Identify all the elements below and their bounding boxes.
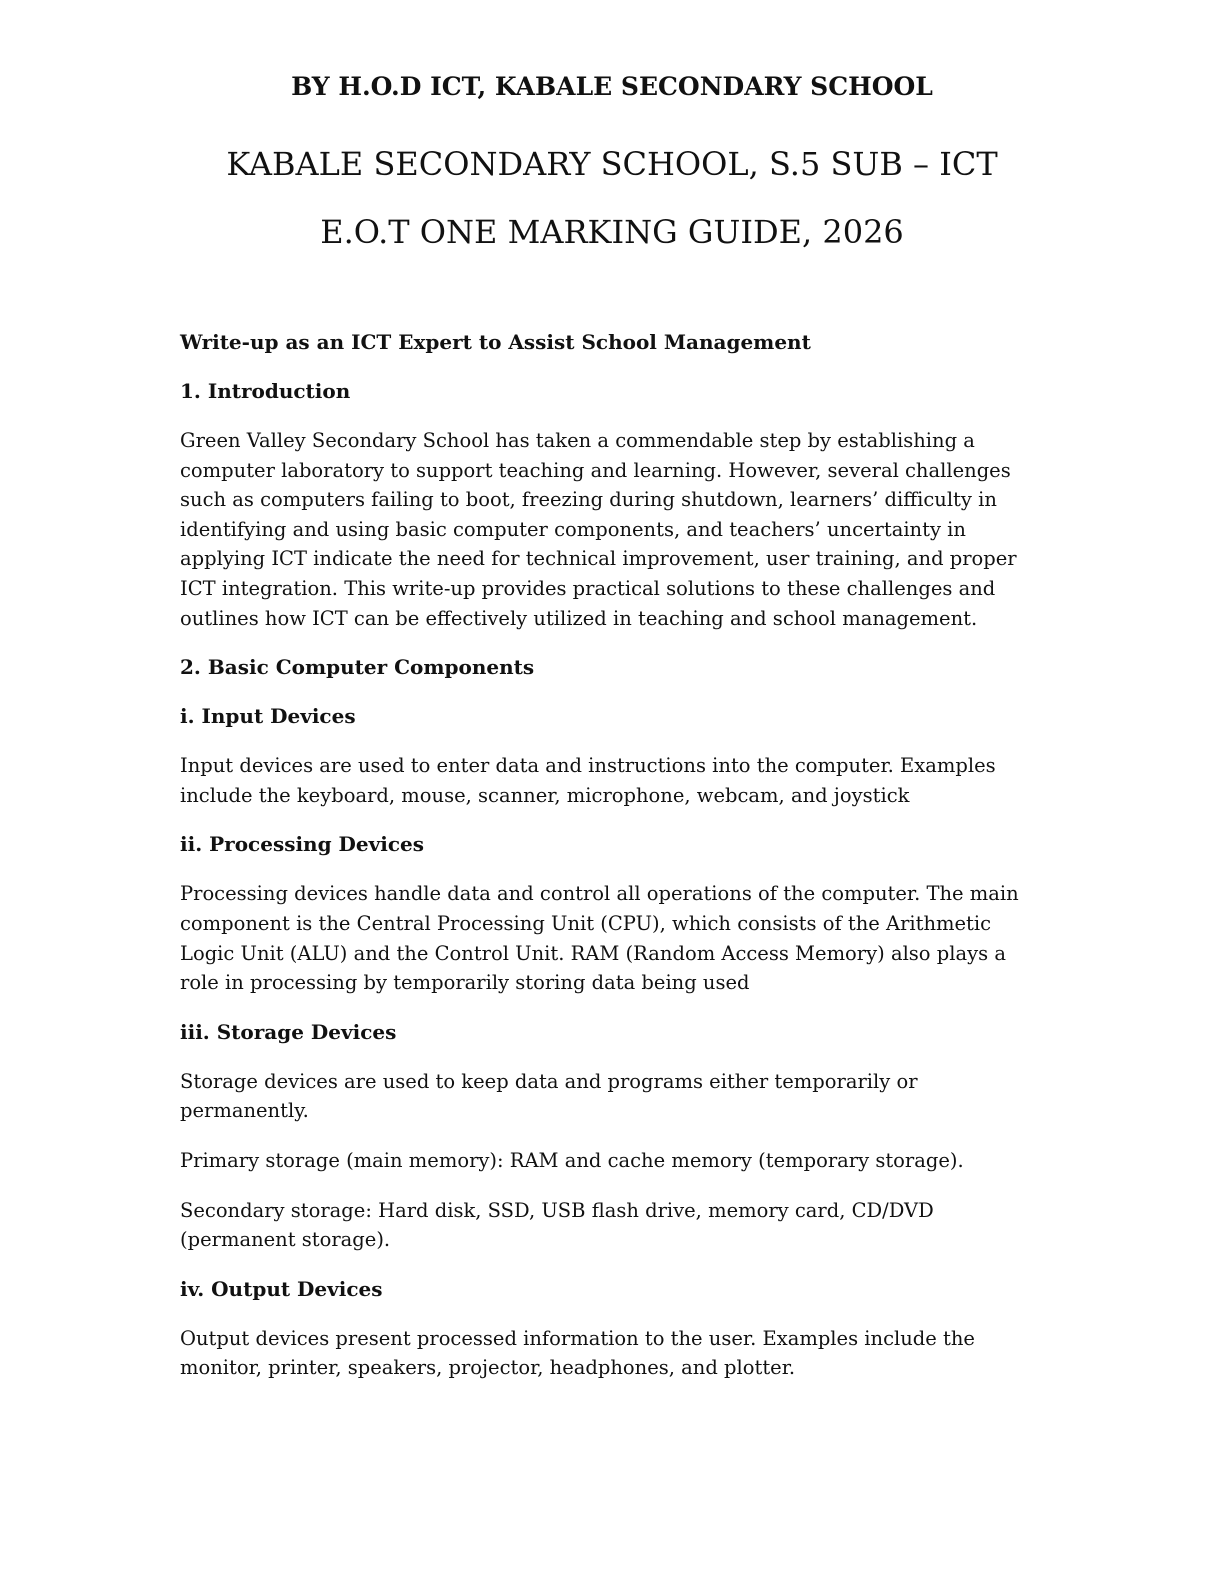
doc-heading: Write-up as an ICT Expert to Assist School Management xyxy=(180,330,811,354)
document-title-line-2: E.O.T ONE MARKING GUIDE, 2026 xyxy=(320,213,904,251)
storage-devices-paragraph: Storage devices are used to keep data and programs either temporarily or permanently. xyxy=(180,1069,918,1123)
primary-storage-paragraph: Primary storage (main memory): RAM and cache memory (temporary storage). xyxy=(180,1148,964,1172)
output-devices-paragraph: Output devices present processed information to the user. Examples include the monitor, printer, speakers, projector, headphones, and plotter. xyxy=(180,1326,975,1380)
subsection-heading-input-devices: i. Input Devices xyxy=(180,704,356,729)
subsection-heading-output-devices: iv. Output Devices xyxy=(180,1276,383,1301)
section-heading-basic-components: 2. Basic Computer Components xyxy=(180,655,535,680)
secondary-storage-paragraph: Secondary storage: Hard disk, SSD, USB flash drive, memory card, CD/DVD (permanent storage). xyxy=(180,1198,934,1252)
subsection-heading-processing-devices: ii. Processing Devices xyxy=(180,832,424,857)
section-heading-introduction: 1. Introduction xyxy=(180,379,351,403)
document-body xyxy=(180,328,1040,1403)
subsection-heading-storage-devices: iii. Storage Devices xyxy=(180,1019,397,1044)
introduction-paragraph: Green Valley Secondary School has taken a commendable step by establishing a computer laboratory to support teaching and learning. However, several challenges such as computers failing to boot, freezing during shutdown, learners’ difficulty in identifying and using basic computer components, and teachers’ uncertainty in applying ICT indicate the need for technical improvement, user training, and proper ICT integration. This write-up provides practical solutions to these challenges and outlines how ICT can be effectively utilized in teaching and school management. xyxy=(180,429,1017,630)
input-devices-paragraph: Input devices are used to enter data and instructions into the computer. Examples include the keyboard, mouse, scanner, microphone, webcam, and joystick xyxy=(180,754,996,807)
author-line: BY H.O.D ICT, KABALE SECONDARY SCHOOL xyxy=(291,72,933,101)
processing-devices-paragraph: Processing devices handle data and control all operations of the computer. The main component is the Central Processing Unit (CPU), which consists of the Arithmetic Logic Unit (ALU) and the Control Unit. RAM (Random Access Memory) also plays a role in processing by temporarily storing data being used xyxy=(180,882,1019,995)
document-title-line-1: KABALE SECONDARY SCHOOL, S.5 SUB – ICT xyxy=(226,145,998,183)
